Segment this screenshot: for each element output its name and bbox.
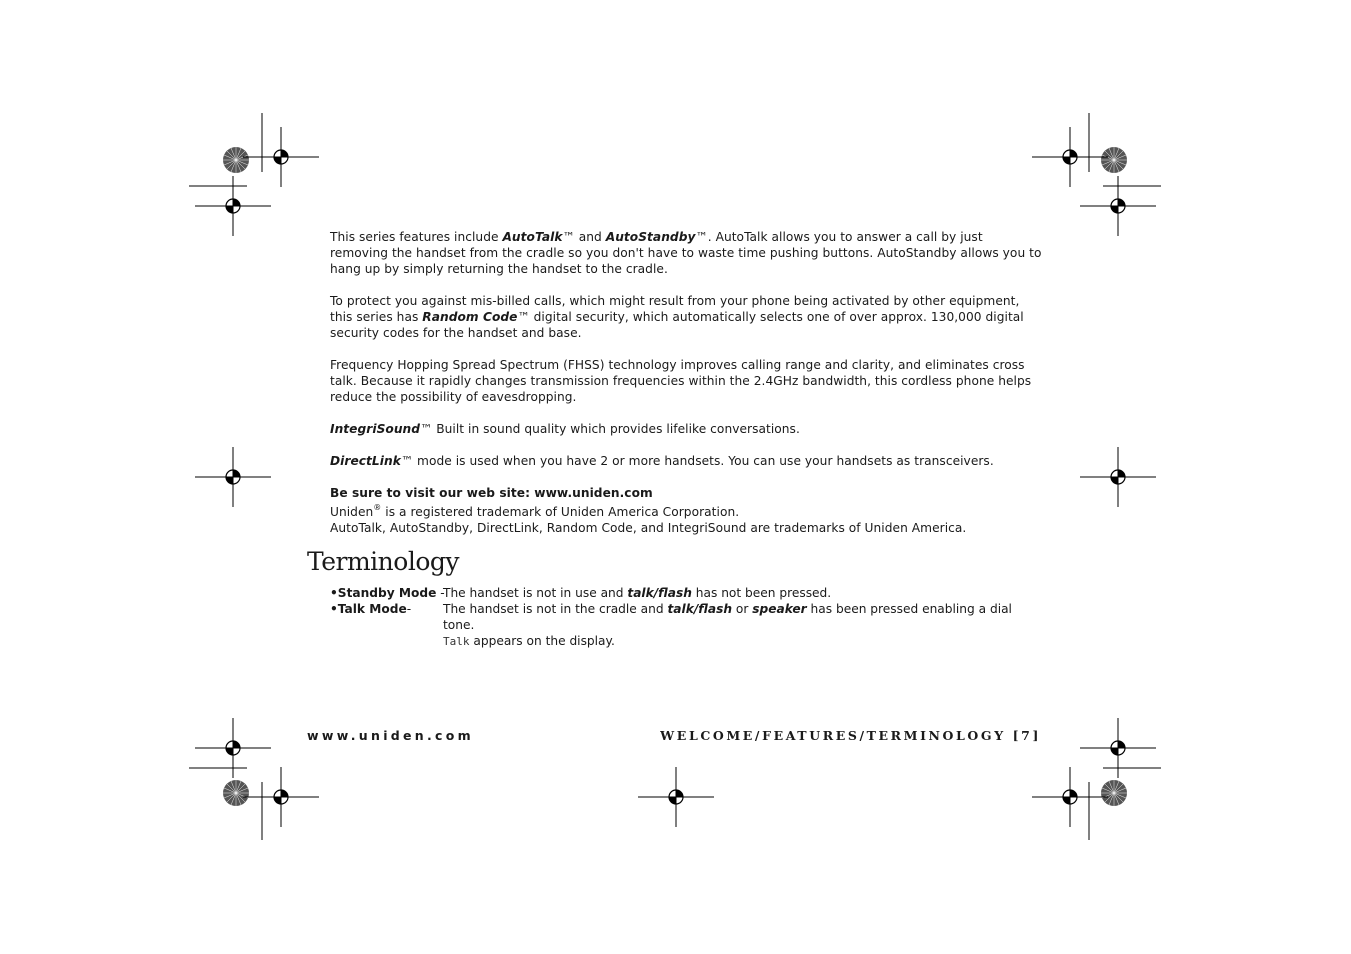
visit-website-text: Be sure to visit our web site: www.uniden.com [330,486,653,500]
footer-website: www.uniden.com [307,728,474,743]
registration-cross-icon [1032,767,1108,827]
random-code-term: Random Code [422,310,518,324]
term-dash: - [436,586,445,600]
term-label: •Talk Mode [330,602,407,616]
paragraph-text: ™. AutoTalk allows you to answer a call by just removing the handset from the cradle so you don't have to waste time pushing buttons. AutoStandby allows you to hang up by simply returning the handset to the cradle. [330,230,1042,276]
registration-wheel-icon [1101,780,1127,806]
registration-cross-icon [195,718,271,778]
paragraph-text: ™ Built in sound quality which provides lifelike conversations. [420,422,800,436]
registration-wheel-icon [223,147,249,173]
footer-section-title: WELCOME/FEATURES/TERMINOLOGY [7] [660,728,1041,743]
term-dash: - [406,602,412,616]
registration-cross-icon [243,767,319,827]
term-description: appears on the display. [469,634,615,648]
term-label: •Standby Mode [330,586,437,600]
term-description: has not been pressed. [691,586,832,600]
paragraph-text: Frequency Hopping Spread Spectrum (FHSS) technology improves calling range and clarity, and eliminates cross talk. Because it rapidly changes transmission frequencies within the 2.4GHz bandwidth, this cordless phone helps reduce the possibility of eavesdropping. [330,358,1032,404]
section-heading: Terminology [307,547,460,576]
registered-mark: ® [373,503,382,512]
paragraph-text: ™ and [562,230,606,244]
directlink-paragraph [330,453,1042,469]
trademark-block [330,485,1042,536]
trademark-text: is a registered trademark of Uniden America Corporation. [381,505,740,519]
paragraph-text: ™ mode is used when you have 2 or more handsets. You can use your handsets as transceivers. [400,454,994,468]
term-description: The handset is not in use and [443,586,628,600]
key-name: talk/flash [627,586,692,600]
paragraph-text: This series features include [330,230,503,244]
integrisound-term: IntegriSound [330,422,421,436]
paragraph-text: ™ digital security, which automatically selects one of over approx. 130,000 digital security codes for the handset and base. [330,310,1024,340]
term-description: The handset is not in the cradle and [443,602,668,616]
registration-cross-icon [195,176,271,236]
registration-cross-icon [195,447,271,507]
autotalk-paragraph [330,229,1042,277]
autotalk-term: AutoTalk [502,230,563,244]
key-name: speaker [752,602,807,616]
autostandby-term: AutoStandby [605,230,696,244]
registration-cross-icon [243,127,319,187]
registration-wheel-icon [223,780,249,806]
term-description: or [732,602,753,616]
registration-cross-icon [1080,447,1156,507]
directlink-term: DirectLink [330,454,401,468]
display-text: Talk [443,635,470,648]
paragraph-text: To protect you against mis-billed calls, which might result from your phone being activated by other equipment, this series has [330,294,1020,324]
random-code-paragraph [330,293,1042,341]
key-name: talk/flash [667,602,733,616]
registration-wheel-icon [1101,147,1127,173]
trademark-text: Uniden [330,505,374,519]
registration-cross-icon [1080,718,1156,778]
integrisound-paragraph [330,421,1042,437]
fhss-paragraph [330,357,1042,405]
registration-cross-icon [1080,176,1156,236]
trademark-text: AutoTalk, AutoStandby, DirectLink, Random Code, and IntegriSound are trademarks of Uniden America. [330,521,967,535]
registration-cross-icon [638,767,714,827]
registration-cross-icon [1032,127,1108,187]
term-description: has been pressed enabling a dial tone. [443,602,1012,632]
